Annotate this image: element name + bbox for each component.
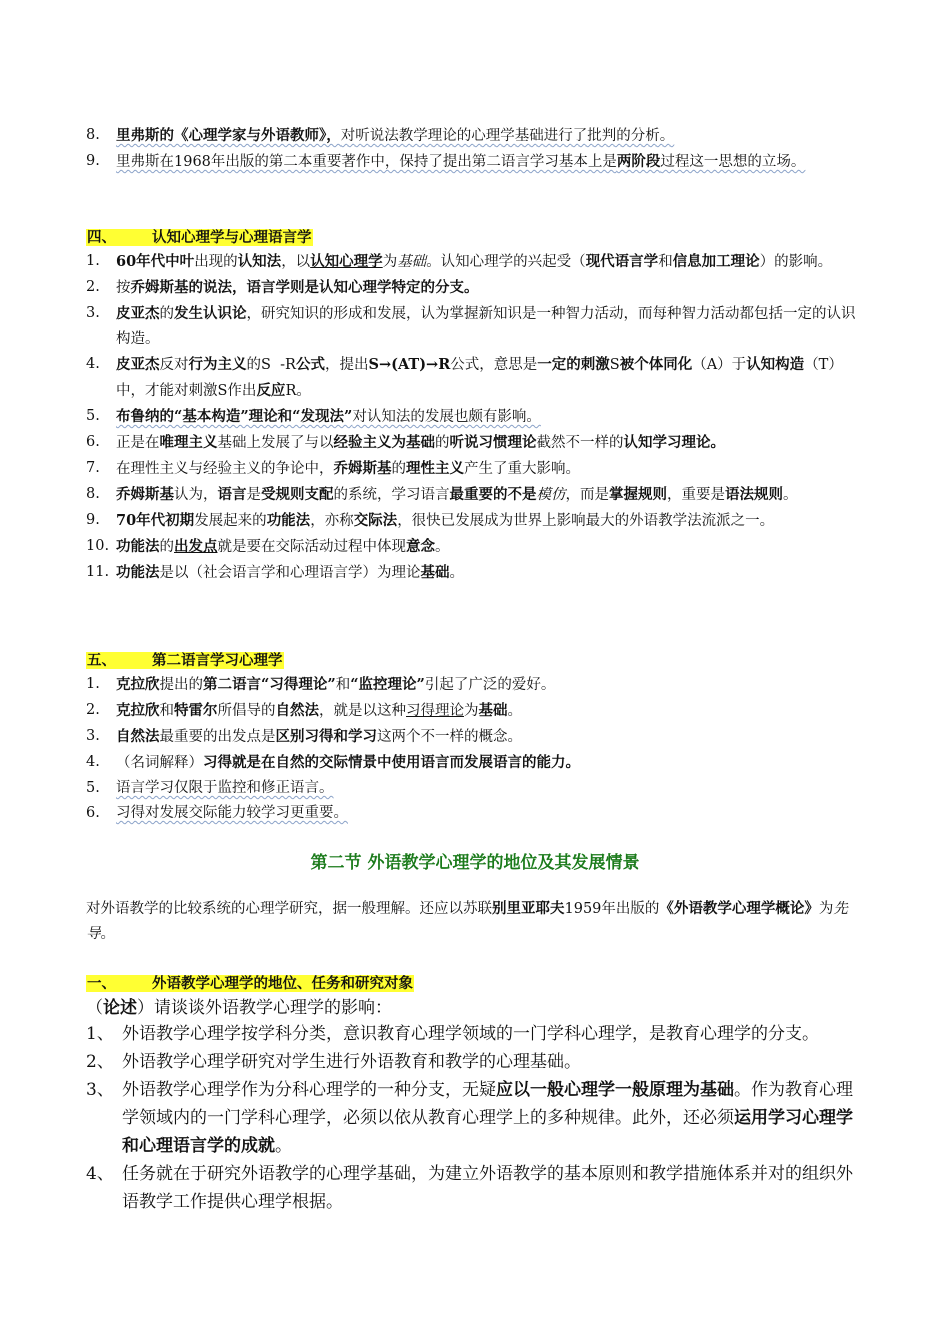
section-number: 五、 xyxy=(87,652,116,669)
list-item: 2、 外语教学心理学研究对学生进行外语教育和教学的心理基础。 xyxy=(86,1052,581,1072)
section5-list xyxy=(86,672,866,826)
list-item: 2. 按乔姆斯基的说法，语言学则是认知心理学特定的分支。 xyxy=(86,279,479,296)
essay-question: （论述）请谈谈外语教学心理学的影响： xyxy=(86,998,392,1018)
list-item: 8. 乔姆斯基认为，语言是受规则支配的系统，学习语言最重要的不是模仿，而是掌握规则，重要是语法规则。 xyxy=(86,486,798,503)
top-list xyxy=(86,123,866,175)
list-item: 3、 外语教学心理学作为分科心理学的一种分支，无疑应以一般心理学一般原理为基础。作为教育心理学领域内的一门学科心理学，必须以依从教育心理学上的多种规律。此外，还必须运用学习心理学和心理语言学的成就。 xyxy=(86,1080,853,1156)
list-item: 5. 布鲁纳的“基本构造”理论和“发现法”对认知法的发展也颇有影响。 xyxy=(86,408,541,425)
list-item: 9. 里弗斯在1968年出版的第二本重要著作中，保持了提出第二语言学习基本上是两阶段过程这一思想的立场。 xyxy=(86,153,806,170)
chapter-title: 第二节 外语教学心理学的地位及其发展情景 xyxy=(310,853,640,873)
section-title: 第二语言学习心理学 xyxy=(152,652,283,669)
list-item: 1. 60年代中叶出现的认知法，以认知心理学为基础。认知心理学的兴起受（现代语言学和信息加工理论）的影响。 xyxy=(86,253,833,270)
list-item: 5. 语言学习仅限于监控和修正语言。 xyxy=(86,780,334,796)
list-item: 7. 在理性主义与经验主义的争论中，乔姆斯基的理性主义产生了重大影响。 xyxy=(86,460,580,477)
list-item: 3. 皮亚杰的发生认识论，研究知识的形成和发展，认为掌握新知识是一种智力活动，而每种智力活动都包括一定的认识构造。 xyxy=(86,305,856,347)
section-title: 认知心理学与心理语言学 xyxy=(152,229,312,246)
list-item: 6. 习得对发展交际能力较学习更重要。 xyxy=(86,805,348,821)
list-item: 4. （名词解释）习得就是在自然的交际情景中使用语言而发展语言的能力。 xyxy=(86,754,580,771)
list-item: 8. 里弗斯的《心理学家与外语教师》，对听说法教学理论的心理学基础进行了批判的分析。 xyxy=(86,127,675,144)
list-item: 11. 功能法是以（社会语言学和心理语言学）为理论基础。 xyxy=(86,564,464,581)
list-item: 10. 功能法的出发点就是要在交际活动过程中体现意念。 xyxy=(86,538,450,555)
section-number: 一、 xyxy=(87,975,116,992)
list-item: 3. 自然法最重要的出发点是区别习得和学习这两个不一样的概念。 xyxy=(86,728,522,745)
section-number: 四、 xyxy=(87,229,116,246)
section-heading xyxy=(86,228,313,248)
list-item: 4、 任务就在于研究外语教学的心理学基础，为建立外语教学的基本原则和教学措施体系并对的组织外语教学工作提供心理学根据。 xyxy=(86,1164,853,1212)
list-item: 9. 70年代初期发展起来的功能法，亦称交际法，很快已发展成为世界上影响最大的外语教学法流派之一。 xyxy=(86,512,775,529)
list-item: 1、 外语教学心理学按学科分类，意识教育心理学领域的一门学科心理学，是教育心理学的分支。 xyxy=(86,1024,819,1044)
section-heading xyxy=(86,651,284,671)
section4-list xyxy=(86,249,866,586)
section-heading xyxy=(86,974,414,994)
list-item: 4. 皮亚杰反对行为主义的S -R公式，提出S→(AT)→R公式，意思是一定的刺激S被个体同化（A）于认知构造（T）中，才能对刺激S作出反应R。 xyxy=(86,356,843,399)
list-item: 1. 克拉欣提出的第二语言“习得理论”和“监控理论”引起了广泛的爱好。 xyxy=(86,676,556,693)
section-title: 外语教学心理学的地位、任务和研究对象 xyxy=(152,975,413,992)
intro-paragraph: 对外语教学的比较系统的心理学研究，据一般理解。还应以苏联别里亚耶夫1959年出版的《外语教学心理学概论》为先导。 xyxy=(86,900,848,942)
section1-list xyxy=(86,1020,866,1216)
list-item: 2. 克拉欣和特雷尔所倡导的自然法，就是以这种习得理论为基础。 xyxy=(86,702,522,719)
list-item: 6. 正是在唯理主义基础上发展了与以经验主义为基础的听说习惯理论截然不一样的认知学习理论。 xyxy=(86,434,725,451)
